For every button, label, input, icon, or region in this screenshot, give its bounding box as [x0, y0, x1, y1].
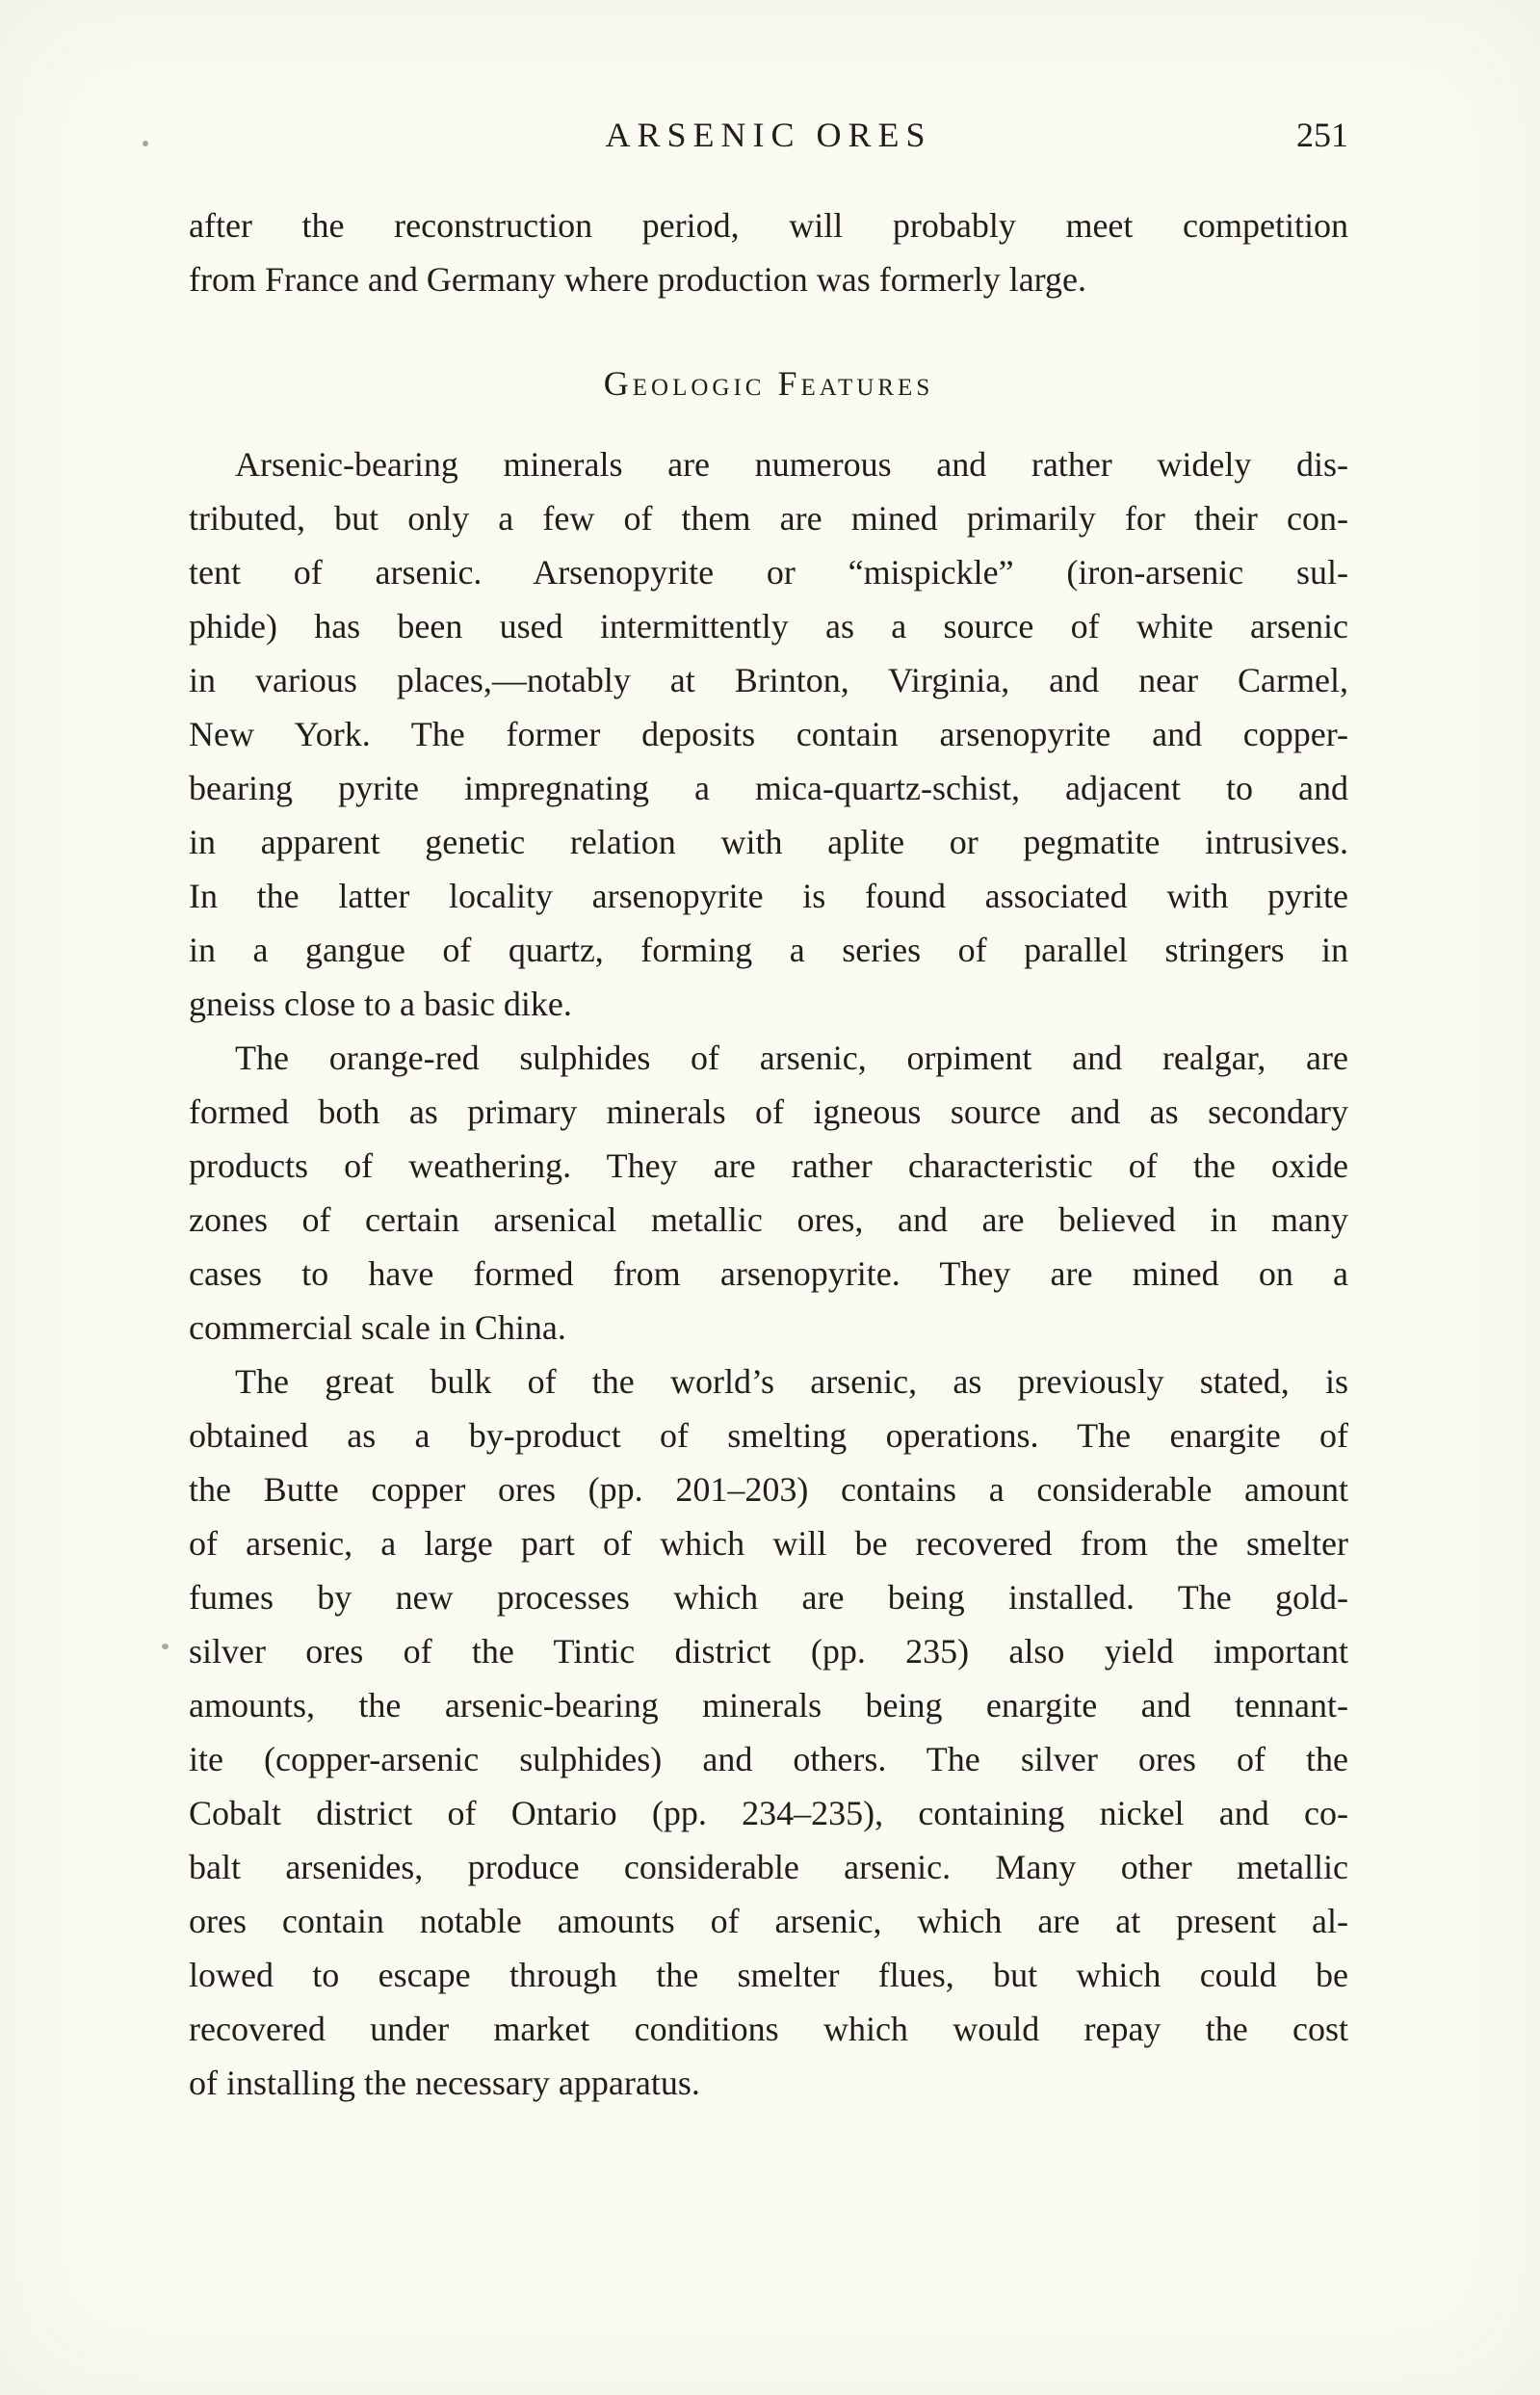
body-paragraphs [189, 437, 1348, 2110]
text-line: In the latter locality arsenopyrite is found associated with pyrite [189, 877, 1348, 915]
running-title: ARSENIC ORES [605, 116, 932, 154]
text-line: balt arsenides, produce considerable arsenic. Many other metallic [189, 1848, 1348, 1886]
text-line: of arsenic, a large part of which will be recovered from the smelter [189, 1524, 1348, 1563]
text-line: commercial scale in China. [189, 1308, 566, 1347]
paragraph [189, 1355, 1348, 2110]
text-line: phide) has been used intermittently as a source of white arsenic [189, 607, 1348, 645]
text-line: formed both as primary minerals of igneous source and as secondary [189, 1092, 1348, 1131]
text-line: amounts, the arsenic-bearing minerals being enargite and tennant- [189, 1686, 1348, 1724]
opening-paragraph [189, 198, 1348, 306]
text-line: from France and Germany where production was formerly large. [189, 260, 1086, 299]
text-line: obtained as a by-product of smelting operations. The enargite of [189, 1416, 1348, 1455]
text-line: ores contain notable amounts of arsenic, which are at present al- [189, 1902, 1348, 1940]
section-heading: Geologic Features [603, 364, 934, 403]
page-header [189, 108, 1348, 162]
text-line: after the reconstruction period, will probably meet competition [189, 206, 1348, 245]
scan-speck [162, 1644, 169, 1649]
text-line: lowed to escape through the smelter flues, but which could be [189, 1956, 1348, 1994]
text-line: recovered under market conditions which would repay the cost [189, 2010, 1348, 2048]
text-line: of installing the necessary apparatus. [189, 2064, 700, 2102]
text-line: New York. The former deposits contain arsenopyrite and copper- [189, 715, 1348, 753]
text-line: bearing pyrite impregnating a mica-quartz-schist, adjacent to and [189, 769, 1348, 807]
text-line: Cobalt district of Ontario (pp. 234–235), containing nickel and co- [189, 1794, 1348, 1832]
text-line: silver ores of the Tintic district (pp. 235) also yield important [189, 1632, 1348, 1671]
text-line: zones of certain arsenical metallic ores, and are believed in many [189, 1200, 1348, 1239]
paragraph [189, 1031, 1348, 1355]
page-number: 251 [1296, 116, 1348, 154]
text-line: The orange-red sulphides of arsenic, orpiment and realgar, are [235, 1039, 1348, 1077]
text-line: in various places,—notably at Brinton, Virginia, and near Carmel, [189, 661, 1348, 699]
text-line: in a gangue of quartz, forming a series of parallel stringers in [189, 931, 1348, 969]
text-line: products of weathering. They are rather characteristic of the oxide [189, 1146, 1348, 1185]
text-line: The great bulk of the world’s arsenic, as previously stated, is [235, 1362, 1348, 1401]
text-line: gneiss close to a basic dike. [189, 985, 572, 1023]
text-line: fumes by new processes which are being installed. The gold- [189, 1578, 1348, 1617]
text-line: Arsenic-bearing minerals are numerous and rather widely dis- [235, 445, 1348, 484]
paragraph [189, 437, 1348, 1031]
text-line: cases to have formed from arsenopyrite. They are mined on a [189, 1254, 1348, 1293]
scan-speck [143, 141, 148, 146]
paragraph [189, 198, 1348, 306]
text-line: tent of arsenic. Arsenopyrite or “mispickle” (iron-arsenic sul- [189, 553, 1348, 592]
text-block [189, 108, 1348, 2110]
text-line: in apparent genetic relation with aplite or pegmatite intrusives. [189, 823, 1348, 861]
text-line: tributed, but only a few of them are mined primarily for their con- [189, 499, 1348, 538]
text-line: the Butte copper ores (pp. 201–203) contains a considerable amount [189, 1470, 1348, 1509]
text-line: ite (copper-arsenic sulphides) and others. The silver ores of the [189, 1740, 1348, 1778]
